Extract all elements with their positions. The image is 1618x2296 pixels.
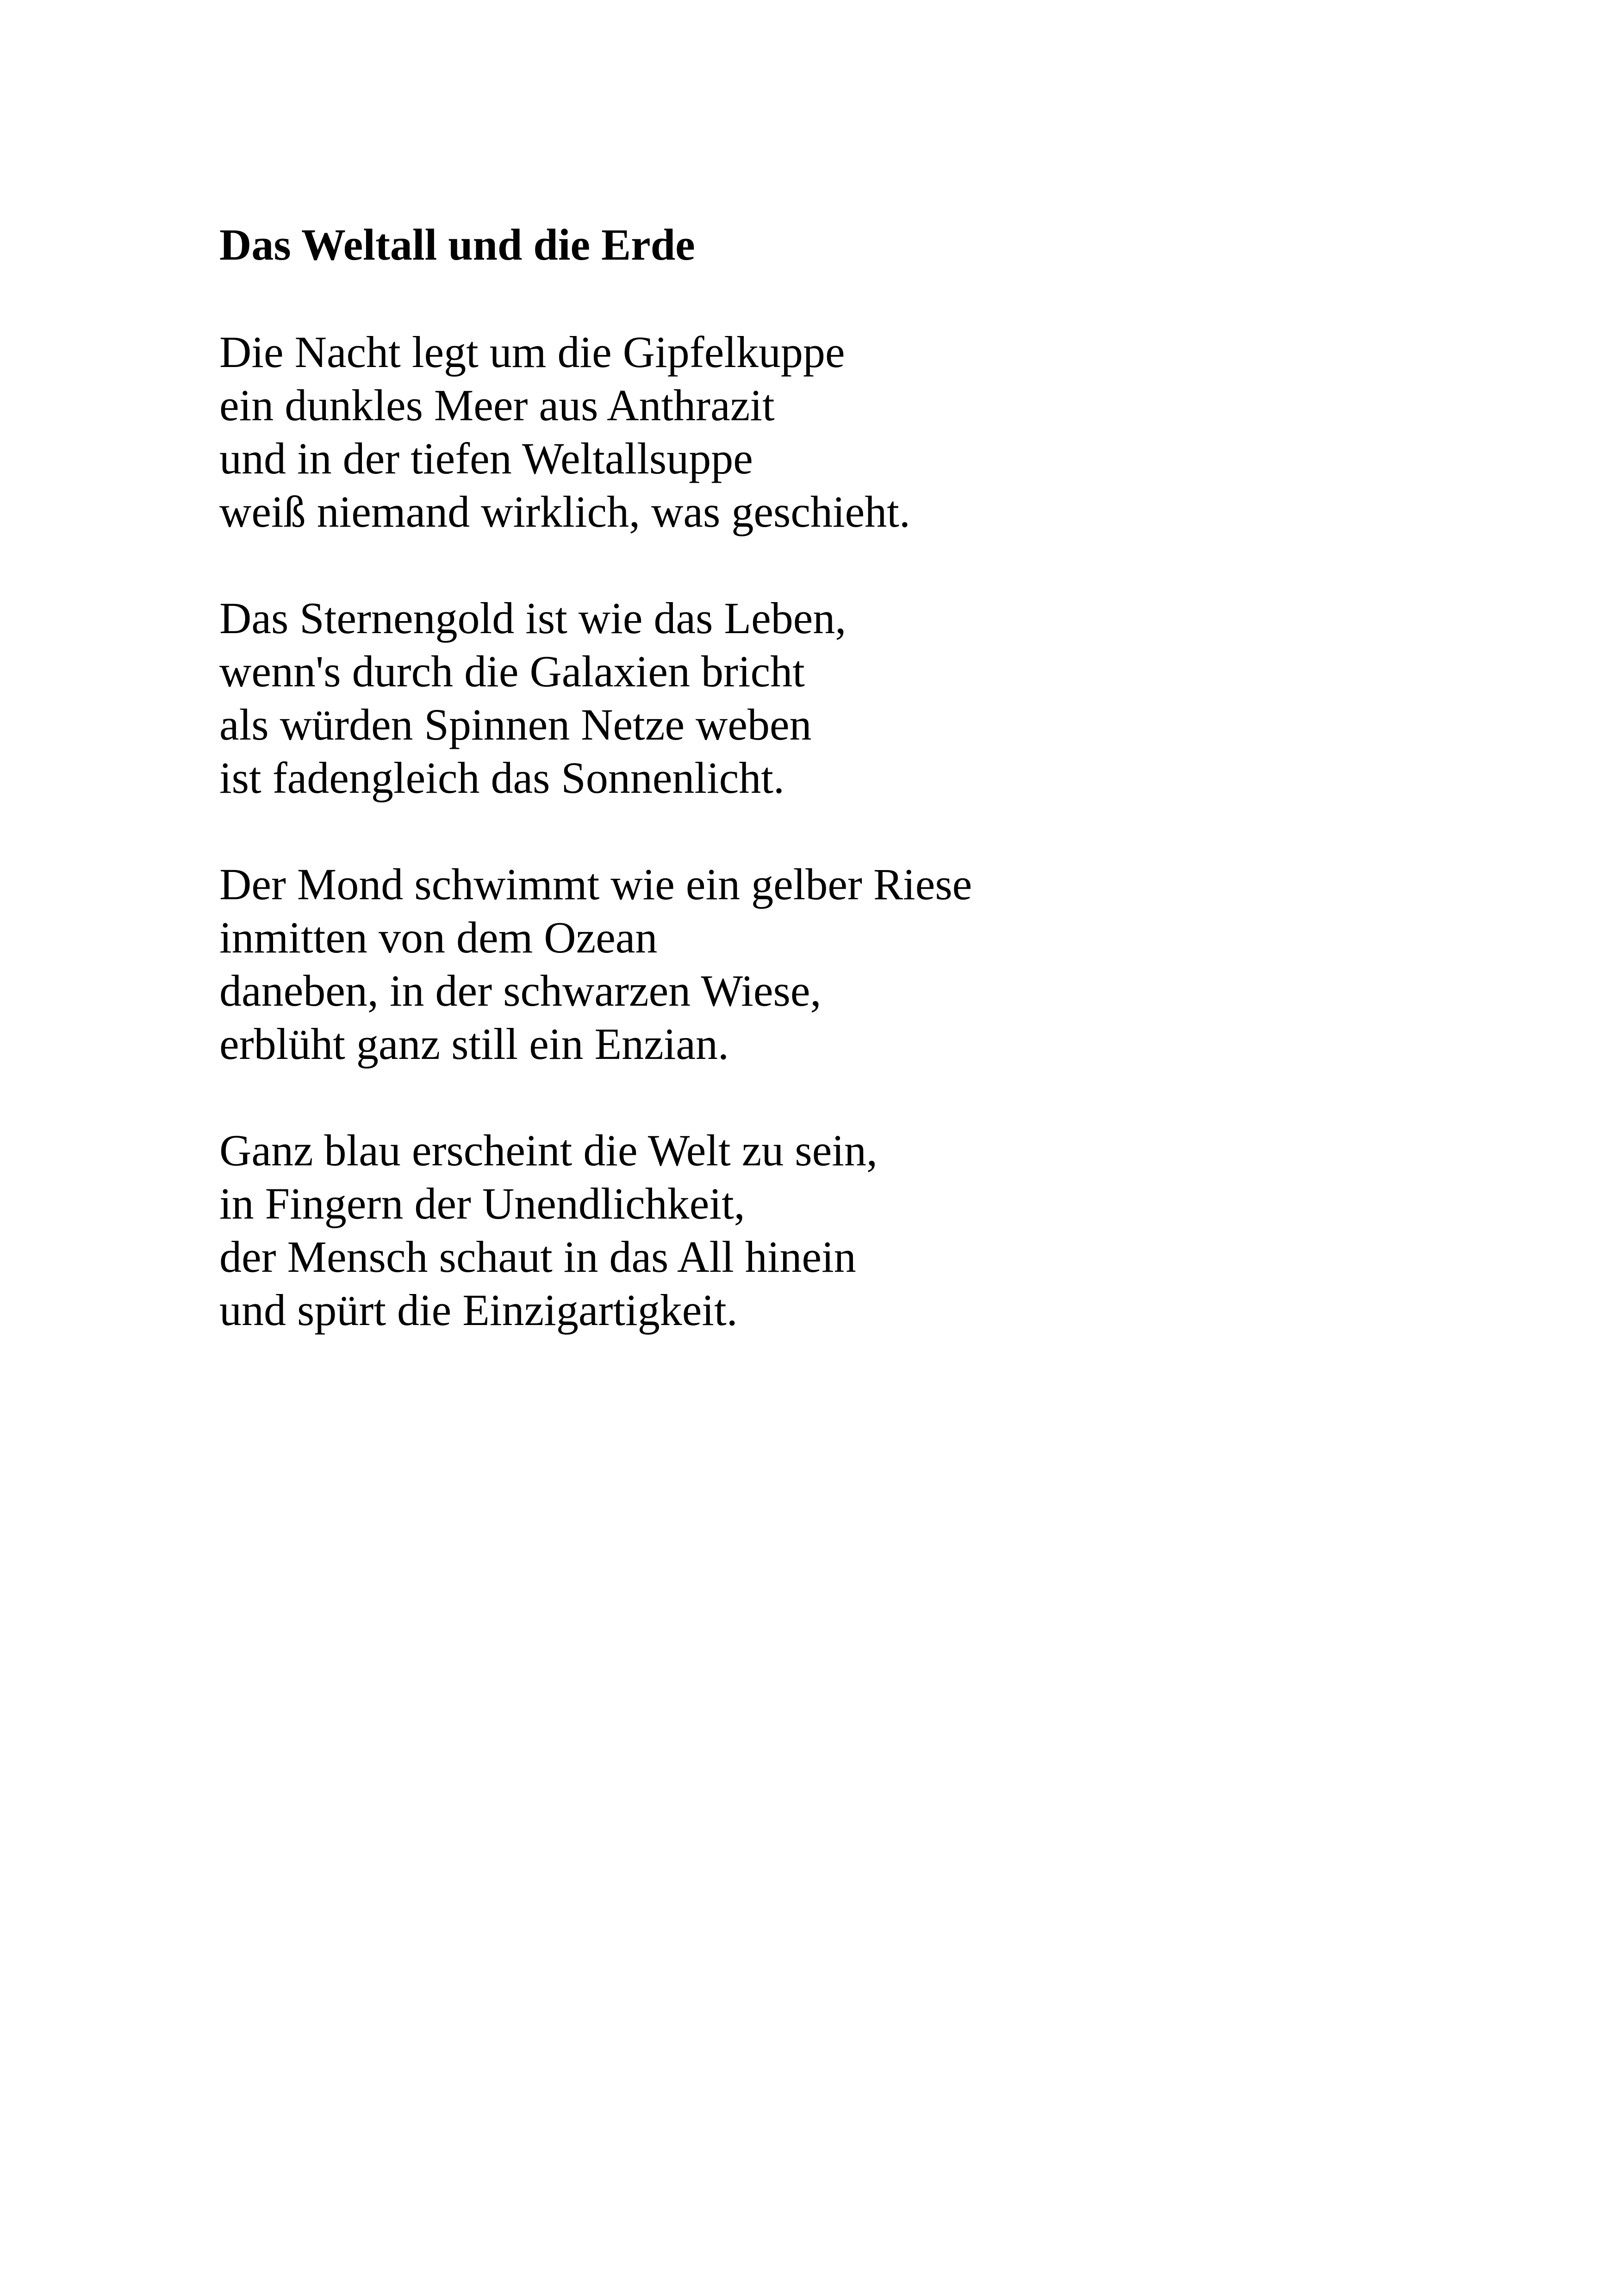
poem [219,218,1423,1337]
stanza-1 [219,325,1423,538]
stanza-2 [219,591,1423,804]
poem-line: ein dunkles Meer aus Anthrazit [219,380,775,430]
poem-line: weiß niemand wirklich, was geschieht. [219,487,910,536]
poem-line: und spürt die Einzigartigkeit. [219,1285,738,1335]
poem-line: der Mensch schaut in das All hinein [219,1232,856,1282]
poem-line: als würden Spinnen Netze weben [219,700,812,749]
poem-line: Der Mond schwimmt wie ein gelber Riese [219,859,972,909]
poem-line: Das Sternengold ist wie das Leben, [219,593,846,643]
poem-line: daneben, in der schwarzen Wiese, [219,966,821,1015]
poem-line: erblüht ganz still ein Enzian. [219,1019,729,1069]
poem-line: Ganz blau erscheint die Welt zu sein, [219,1126,877,1175]
stanza-3 [219,858,1423,1070]
poem-line: in Fingern der Unendlichkeit, [219,1179,745,1228]
poem-line: und in der tiefen Weltallsuppe [219,434,753,483]
stanza-4 [219,1124,1423,1337]
poem-line: ist fadengleich das Sonnenlicht. [219,753,785,803]
poem-line: Die Nacht legt um die Gipfelkuppe [219,327,845,377]
poem-title: Das Weltall und die Erde [219,220,695,269]
poem-line: wenn's durch die Galaxien bricht [219,647,805,696]
poem-line: inmitten von dem Ozean [219,913,658,962]
